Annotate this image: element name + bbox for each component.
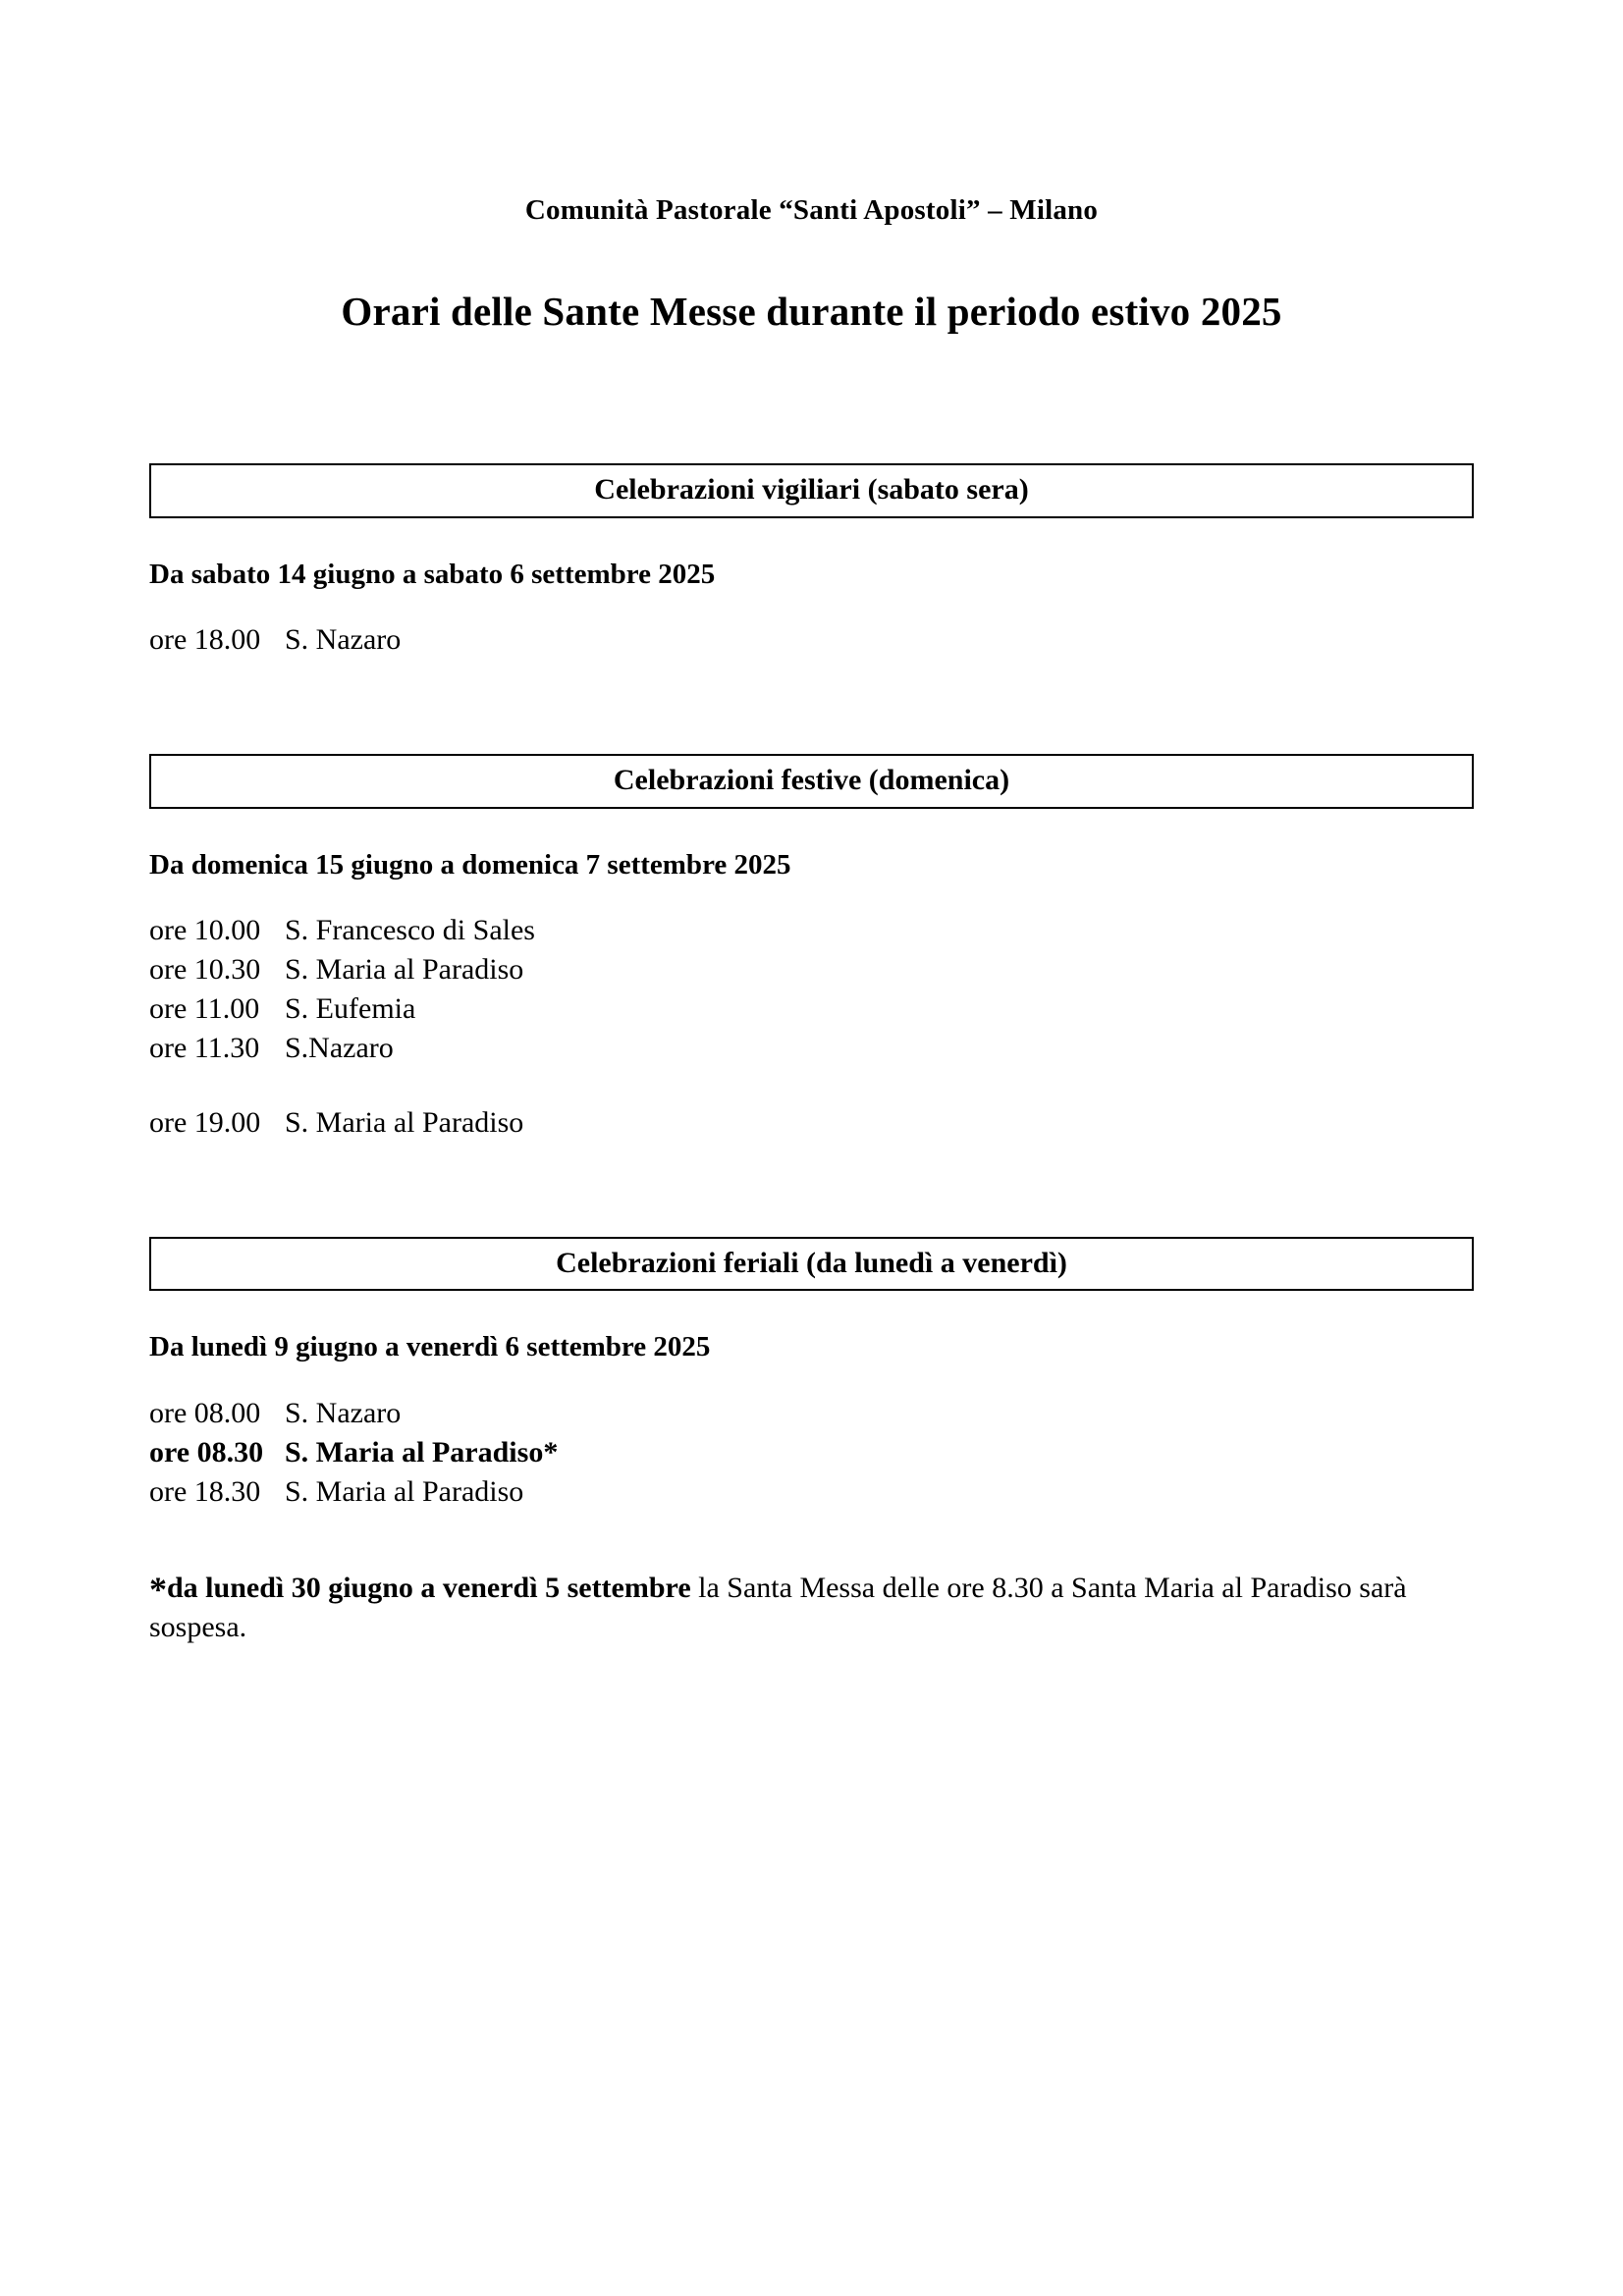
mass-time: ore 10.00 — [149, 914, 261, 947]
mass-church: S. Maria al Paradiso — [285, 1106, 524, 1140]
spacer — [149, 881, 1474, 911]
mass-row — [149, 989, 1474, 1029]
footnote — [149, 1569, 1474, 1647]
mass-row — [149, 1394, 1474, 1433]
mass-list-vigiliari — [149, 620, 1474, 660]
date-range-festive: Da domenica 15 giugno a domenica 7 settembre 2025 — [149, 848, 791, 881]
mass-list-gap — [149, 1068, 1474, 1103]
section-feriali — [149, 1237, 1474, 1512]
spacer-before-footnote — [149, 1512, 1474, 1569]
mass-time: ore 10.30 — [149, 953, 261, 987]
asterisk-marker: * — [149, 1569, 167, 1609]
mass-row — [149, 1472, 1474, 1512]
mass-church: S. Maria al Paradiso — [285, 1475, 524, 1509]
document-content — [149, 0, 1474, 1647]
mass-time: ore 08.00 — [149, 1397, 261, 1430]
spacer — [149, 591, 1474, 620]
date-range-feriali: Da lunedì 9 giugno a venerdì 6 settembre 2025 — [149, 1331, 711, 1363]
mass-time: ore 11.30 — [149, 1032, 260, 1065]
footnote-bold-text: da lunedì 30 giugno a venerdì 5 settembre — [167, 1571, 691, 1604]
mass-church: S.Nazaro — [285, 1032, 394, 1065]
section-vigiliari — [149, 463, 1474, 660]
section-header-festive: Celebrazioni festive (domenica) — [149, 754, 1474, 809]
mass-church: S. Francesco di Sales — [285, 914, 535, 947]
section-header-feriali: Celebrazioni feriali (da lunedì a venerdì) — [149, 1237, 1474, 1292]
mass-church: S. Nazaro — [285, 1397, 402, 1430]
mass-church: S. Maria al Paradiso — [285, 953, 524, 987]
mass-church: S. Maria al Paradiso* — [285, 1436, 559, 1469]
spacer — [149, 1364, 1474, 1394]
mass-time: ore 08.30 — [149, 1436, 264, 1469]
organization-heading: Comunità Pastorale “Santi Apostoli” – Milano — [524, 194, 1099, 226]
section-festive — [149, 754, 1474, 1143]
spacer-between-sections-2-3 — [149, 1143, 1474, 1237]
mass-church: S. Nazaro — [285, 623, 402, 657]
mass-row-highlighted — [149, 1433, 1474, 1472]
mass-church: S. Eufemia — [285, 992, 416, 1026]
mass-list-festive — [149, 911, 1474, 1142]
mass-row — [149, 620, 1474, 660]
mass-time: ore 11.00 — [149, 992, 260, 1026]
mass-row — [149, 950, 1474, 989]
section-header-vigiliari: Celebrazioni vigiliari (sabato sera) — [149, 463, 1474, 518]
mass-time: ore 19.00 — [149, 1106, 261, 1140]
mass-row — [149, 911, 1474, 950]
mass-row — [149, 1029, 1474, 1068]
mass-row — [149, 1103, 1474, 1143]
spacer-before-first-section — [149, 335, 1474, 463]
date-range-vigiliari: Da sabato 14 giugno a sabato 6 settembre 2025 — [149, 558, 716, 590]
footnote-rest-text: la Santa Messa delle ore 8.30 a Santa Maria al Paradiso sarà sospesa. — [149, 1571, 1407, 1644]
spacer-between-sections-1-2 — [149, 660, 1474, 754]
mass-time: ore 18.00 — [149, 623, 261, 657]
mass-time: ore 18.30 — [149, 1475, 261, 1509]
page-title: Orari delle Sante Messe durante il periodo estivo 2025 — [341, 289, 1282, 334]
mass-list-feriali — [149, 1394, 1474, 1512]
